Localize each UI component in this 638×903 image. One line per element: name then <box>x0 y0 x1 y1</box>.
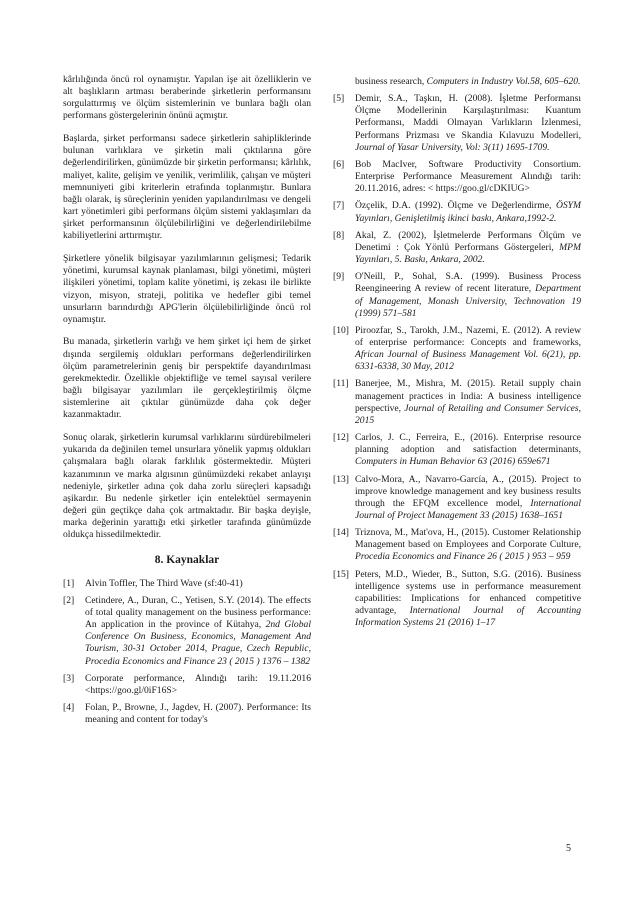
reference-source: International Journal of Accounting Information Systems 21 (2016) 1–17 <box>355 605 582 629</box>
section-heading: 8. Kaynaklar <box>154 554 220 567</box>
reference-number <box>333 76 355 88</box>
reference-plain-text: Triznova, M., Mat'ova, H., (2015). Customer Relationship Management based on Employees and Corporate Culture, <box>355 527 581 551</box>
reference-text <box>85 702 311 726</box>
reference-item <box>333 230 581 266</box>
reference-text <box>355 474 581 523</box>
reference-number: [8] <box>333 229 345 241</box>
reference-source: Journal of Retailing and Consumer Services, 2015 <box>355 402 581 426</box>
reference-plain-text: O'Neill, P., Sohal, S.A. (1999). Business Process Reengineering A review of recent literature, <box>355 271 581 295</box>
reference-item <box>63 673 311 697</box>
reference-item <box>333 527 581 563</box>
reference-item <box>333 93 581 154</box>
reference-plain-text: Cetindere, A., Duran, C., Yetisen, S.Y. (2014). The effects of total quality management on the business performance: An application in the province of Kütahya, <box>85 594 311 631</box>
reference-item <box>63 595 311 668</box>
reference-number: [1] <box>63 577 75 589</box>
reference-source: ÖSYM Yayınları, Genişletilmiş ikinci baskı, Ankara,1992-2. <box>355 200 581 224</box>
reference-text <box>85 673 311 697</box>
reference-text <box>355 159 581 195</box>
body-paragraph: Sonuç olarak, şirketlerin kurumsal varlıklarını sürdürebilmeleri yukarıda da değinilen temel unsurlara yönelik yapmış oldukları çalışmalara bağlı olarak farklılık göstermektedir. Müşteri kazanımının ve marka algısının günümüzdeki rekabet anlayışı nedeniyle, şirketler adına çok daha zorlu süreçleri kapsadığı aşikardır. Bu nedenle şirketler için entelektüel sermayenin değeri gün geçtikçe daha çok artmaktadır. Bir başka deyişle, marka değerinin yarattığı etki şirketler tarafında günümüzde oldukça hissedilmektedir. <box>63 432 311 541</box>
left-column <box>63 74 311 731</box>
reference-text <box>355 230 581 266</box>
reference-number: [10] <box>333 324 349 336</box>
page-number: 5 <box>566 843 571 854</box>
reference-number: [12] <box>333 432 349 444</box>
reference-plain-text: Piroozfar, S., Tarokh, J.M., Nazemi, E. (2012). A review of enterprise performance: Concepts and frameworks, <box>355 324 581 348</box>
reference-plain-text: business research, <box>355 76 427 87</box>
reference-item <box>333 325 581 374</box>
body-paragraph: Şirketlere yönelik bilgisayar yazılımlarının gelişmesi; Tedarik yönetimi, kurumsal kaynak planlaması, bilgi yönetimi, müşteri ilişkileri yönetimi, toplam kalite yönetimi, iş zekası ile birlikte vizyon, misyon, strateji, politika ve hedefler gibi temel unsurların barındırdığı APG'lerin ölçülebilirliğinde öncü rol oynamıştır. <box>63 253 311 325</box>
reference-source: Procedia Economics and Finance 26 ( 2015 ) 953 – 959 <box>355 551 571 563</box>
reference-number: [15] <box>333 568 349 580</box>
reference-item <box>333 76 581 88</box>
reference-plain-text: Demir, S.A., Taşkın, H. (2008). İşletme Performansı Ölçme Modellerinin Karşılaştırılması: Kuantum Performansı, Maddi Olmayan Varlıkların İzlenmesi, Performans Prizması ve Skandia Kılavuzu Modelleri, <box>355 93 581 141</box>
reference-item <box>333 432 581 468</box>
reference-plain-text: Özçelik, D.A. (1992). Ölçme ve Değerlendirme, <box>355 200 556 212</box>
reference-plain-text: Calvo-Mora, A., Navarro-García, A., (2015). Project to improve knowledge management and key business results through the EFQM excellence model, <box>355 473 581 509</box>
reference-plain-text: Peters, M.D., Wieder, B., Sutton, S.G. (2016). Business intelligence systems use in performance measurement capabilities: Implications for enhanced competitive advantage, <box>355 568 581 617</box>
reference-plain-text: Banerjee, M., Mishra, M. (2015). Retail supply chain management practices in India: A business intelligence perspective, <box>355 378 581 414</box>
reference-item <box>333 271 581 320</box>
reference-source: MPM Yayınları, 5. Baskı, Ankara, 2002. <box>355 241 581 266</box>
reference-source: Computers in Industry Vol.58, 605–620. <box>426 76 581 87</box>
reference-text <box>355 76 581 88</box>
reference-number: [4] <box>63 702 75 714</box>
body-paragraph: kârlılığında öncü rol oynamıştır. Yapılan işe ait özelliklerin ve alt başlıkların artması beraberinde şirketlerin performansını sorgulattırmış ve ölçüm sistemlerinin ve bunlara bağlı olan performans göstergelerinin önünü açmıştır. <box>63 74 311 122</box>
reference-text <box>355 93 581 154</box>
reference-plain-text: Akal, Z. (2002), İşletmelerde Performans Ölçüm ve Denetimi : Çok Yönlü Performans Göstergeleri, <box>355 229 581 253</box>
reference-text <box>355 200 581 224</box>
reference-source: African Journal of Business Management Vol. 6(21), pp. 6331-6338, 30 May, 2012 <box>355 349 581 373</box>
reference-plain-text: Corporate performance, Alındığı tarih: 19.11.2016 <https://goo.gl/0iF16S> <box>85 672 311 696</box>
reference-number: [7] <box>333 200 345 212</box>
reference-text <box>355 527 581 563</box>
reference-plain-text: Bob MacIver, Software Productivity Consortium. Enterprise Performance Measurement Alındığı tarih: 20.11.2016, adres: < https://goo.gl/cDKIUG> <box>355 158 581 195</box>
reference-item <box>333 378 581 427</box>
reference-list <box>63 578 311 727</box>
reference-text <box>85 595 311 668</box>
reference-plain-text: Carlos, J. C., Ferreira, E., (2016). Enterprise resource planning adoption and satisfaction determinants, <box>355 432 581 456</box>
reference-number: [3] <box>63 672 75 684</box>
body-paragraph: Bu manada, şirketlerin varlığı ve hem şirket içi hem de şirket dışında sergilemiş oldukları performans değerlendirilirken ölçüm parametrelerinin geniş bir perspektife dayandırılması gerekmektedir. Özellikle objektifliğe ve temel sayısal verilere bağlı bilgisayar yazılımları ile gerçekleştirilmiş ölçme sistemlerine ait çıktılar günümüzde daha çok değer kazanmaktadır. <box>63 336 311 421</box>
reference-list <box>333 76 581 629</box>
reference-item <box>333 569 581 630</box>
reference-text <box>355 378 581 427</box>
reference-number: [5] <box>333 93 345 105</box>
reference-number: [6] <box>333 158 345 170</box>
reference-text <box>355 271 581 320</box>
reference-plain-text: Alvin Toffler, The Third Wave (sf:40-41) <box>85 577 243 589</box>
reference-number: [14] <box>333 527 349 539</box>
right-column <box>333 76 581 634</box>
reference-text <box>85 578 311 590</box>
reference-text <box>355 325 581 374</box>
reference-text <box>355 432 581 468</box>
reference-source: International Journal of Project Management 33 (2015) 1638–1651 <box>355 497 581 521</box>
reference-source: Department of Management, Monash University, Technovation 19 (1999) 571–581 <box>355 283 581 319</box>
reference-source: Computers in Human Behavior 63 (2016) 659e671 <box>355 456 551 468</box>
reference-source: Journal of Yasar University, Vol: 3(11) 1695-1709. <box>355 141 550 153</box>
reference-item <box>333 200 581 224</box>
reference-text <box>355 569 581 630</box>
reference-plain-text: Folan, P., Browne, J., Jagdev, H. (2007). Performance: Its meaning and content for today's <box>85 702 311 726</box>
reference-item <box>63 702 311 726</box>
reference-number: [13] <box>333 473 349 485</box>
reference-number: [9] <box>333 271 345 283</box>
reference-item <box>63 578 311 590</box>
reference-number: [2] <box>63 594 75 606</box>
reference-item <box>333 159 581 195</box>
body-paragraph: Başlarda, şirket performansı sadece şirketlerin sahipliklerinde bulunan varlıklara ve şirketin mali çıktılarına göre değerlendirilirken, günümüzde bir şirketin performansı; kârlılık, maliyet, kalite, gelişim ve yenilik, verimlilik, çalışan ve müşteri memnuniyeti gibi kriterlerin etrafında toplanmıştır. Bunlara bağlı olarak, iş süreçlerinin yeniden yapılandırılması ve dengeli kart yönetimleri gibi performans ölçüm sistemi yaklaşımları da şirket performansının ölçülebilirliğini ve değerlendirilebilme kabiliyetlerini arttırmıştır. <box>63 133 311 242</box>
reference-item <box>333 474 581 523</box>
reference-number: [11] <box>333 378 349 390</box>
reference-source: 2nd Global Conference On Business, Economics, Management And Tourism, 30-31 October 2014, Prague, Czech Republic, Procedia Economics and Finance 23 ( 2015 ) 1376 – 1382 <box>85 619 311 667</box>
